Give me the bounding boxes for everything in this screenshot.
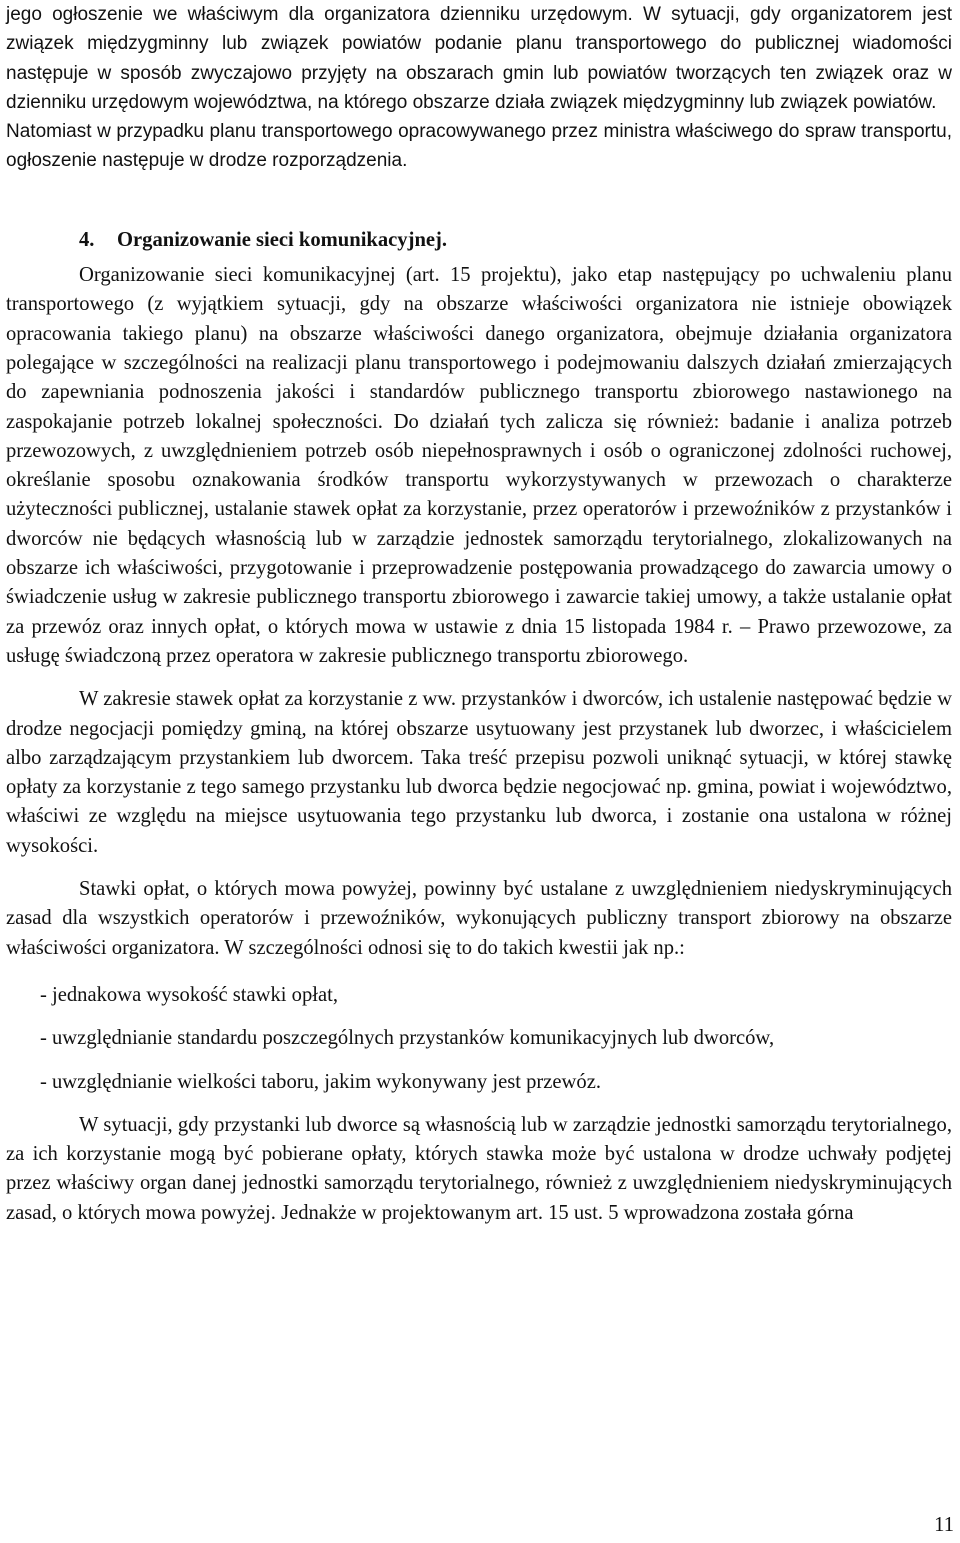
paragraph-stawki-zakres: W zakresie stawek opłat za korzystanie z ww. przystanków i dworców, ich ustalenie następować będzie w drodze negocjacji pomiędzy gminą, na której obszarze usytuowany jest przystanek lub dworzec, i właścicielem albo zarządzającym przystankiem lub dworcem. Taka treść przepisu pozwoli uniknąć sytuacji, w której stawkę opłaty za korzystanie z tego samego przystanku lub dworca będzie negocjować np. gmina, powiat i województwo, właściwi ze względu na miejsce usytuowania tego przystanku lub dworca, i zostanie ona ustalona w różnej wysokości. [6,688,952,857]
document-page [6,0,952,1228]
list-item: - uwzględnianie wielkości taboru, jakim wykonywany jest przewóz. [40,1070,602,1093]
paragraph-continuation: jego ogłoszenie we właściwym dla organizatora dzienniku urzędowym. W sytuacji, gdy organizatorem jest związek międzygminny lub związek powiatów podanie planu transportowego do publicznej wiadomości następuje w sposób zwyczajowo przyjęty na obszarach gmin lub powiatów tworzących ten związek oraz w dzienniku urzędowym województwa, na którego obszarze działa związek międzygminny lub związek powiatów. [6,4,952,113]
section-number: 4. [79,228,95,251]
paragraph-stawki-oplat: Stawki opłat, o których mowa powyżej, powinny być ustalane z uwzględnieniem niedyskryminujących zasad dla wszystkich operatorów i przewoźników, wykonujących publiczny transport zbiorowy na obszarze właściwości organizatora. W szczególności odnosi się to do takich kwestii jak np.: [6,878,952,959]
paragraph-sytuacji: W sytuacji, gdy przystanki lub dworce są własnością lub w zarządzie jednostki samorządu terytorialnego, za ich korzystanie mogą być pobierane opłaty, których stawka może być ustalona w drodze uchwały podjętej przez właściwy organ danej jednostki samorządu terytorialnego, również z uwzględnieniem niedyskryminujących zasad, o których mowa powyżej. Jednakże w projektowanym art. 15 ust. 5 wprowadzona została górna [6,1113,952,1224]
page-number: 11 [934,1514,954,1536]
list-item: - jednakowa wysokość stawki opłat, [40,983,338,1006]
list-item: - uwzględnianie standardu poszczególnych przystanków komunikacyjnych lub dworców, [40,1027,775,1050]
criteria-list [6,981,952,1097]
section-heading [79,226,952,255]
paragraph-organizowanie: Organizowanie sieci komunikacyjnej (art. 15 projektu), jako etap następujący po uchwaleniu planu transportowego (z wyjątkiem sytuacji, gdy na obszarze właściwości organizatora nie istnieje obowiązek opracowania takiego planu) na obszarze właściwości danego organizatora, obejmuje działania organizatora polegające w szczególności na realizacji planu transportowego i podejmowaniu dalszych działań zmierzających do zapewniania podnoszenia jakości i standardów publicznego transportu zbiorowego nastawionego na zaspokajanie potrzeb lokalnej społeczności. Do działań tych zalicza się również: badanie i analiza potrzeb przewozowych, z uwzględnieniem potrzeb osób niepełnosprawnych i osób o ograniczonej zdolności ruchowej, określanie sposobu oznakowania środków transportu wykorzystywanych w przewozach o charakterze użyteczności publicznej, ustalanie stawek opłat za korzystanie, przez operatorów i przewoźników z przystanków i dworców nie będących własnością lub w zarządzie jednostek samorządu terytorialnego, zlokalizowanych na obszarze ich właściwości, przygotowanie i przeprowadzenie postępowania prowadzącego do zawarcia umowy o świadczenie usług w zakresie publicznego transportu zbiorowego i zawarcie takiej umowy, a także ustalanie opłat za przewóz oraz innych opłat, o których mowa w ustawie z dnia 15 listopada 1984 r. – Prawo przewozowe, za usługę świadczoną przez operatora w zakresie publicznego transportu zbiorowego. [6,264,952,667]
paragraph-minister: Natomiast w przypadku planu transportowego opracowywanego przez ministra właściwego do spraw transportu, ogłoszenie następuje w drodze rozporządzenia. [6,121,952,172]
section-title: Organizowanie sieci komunikacyjnej. [117,228,448,251]
